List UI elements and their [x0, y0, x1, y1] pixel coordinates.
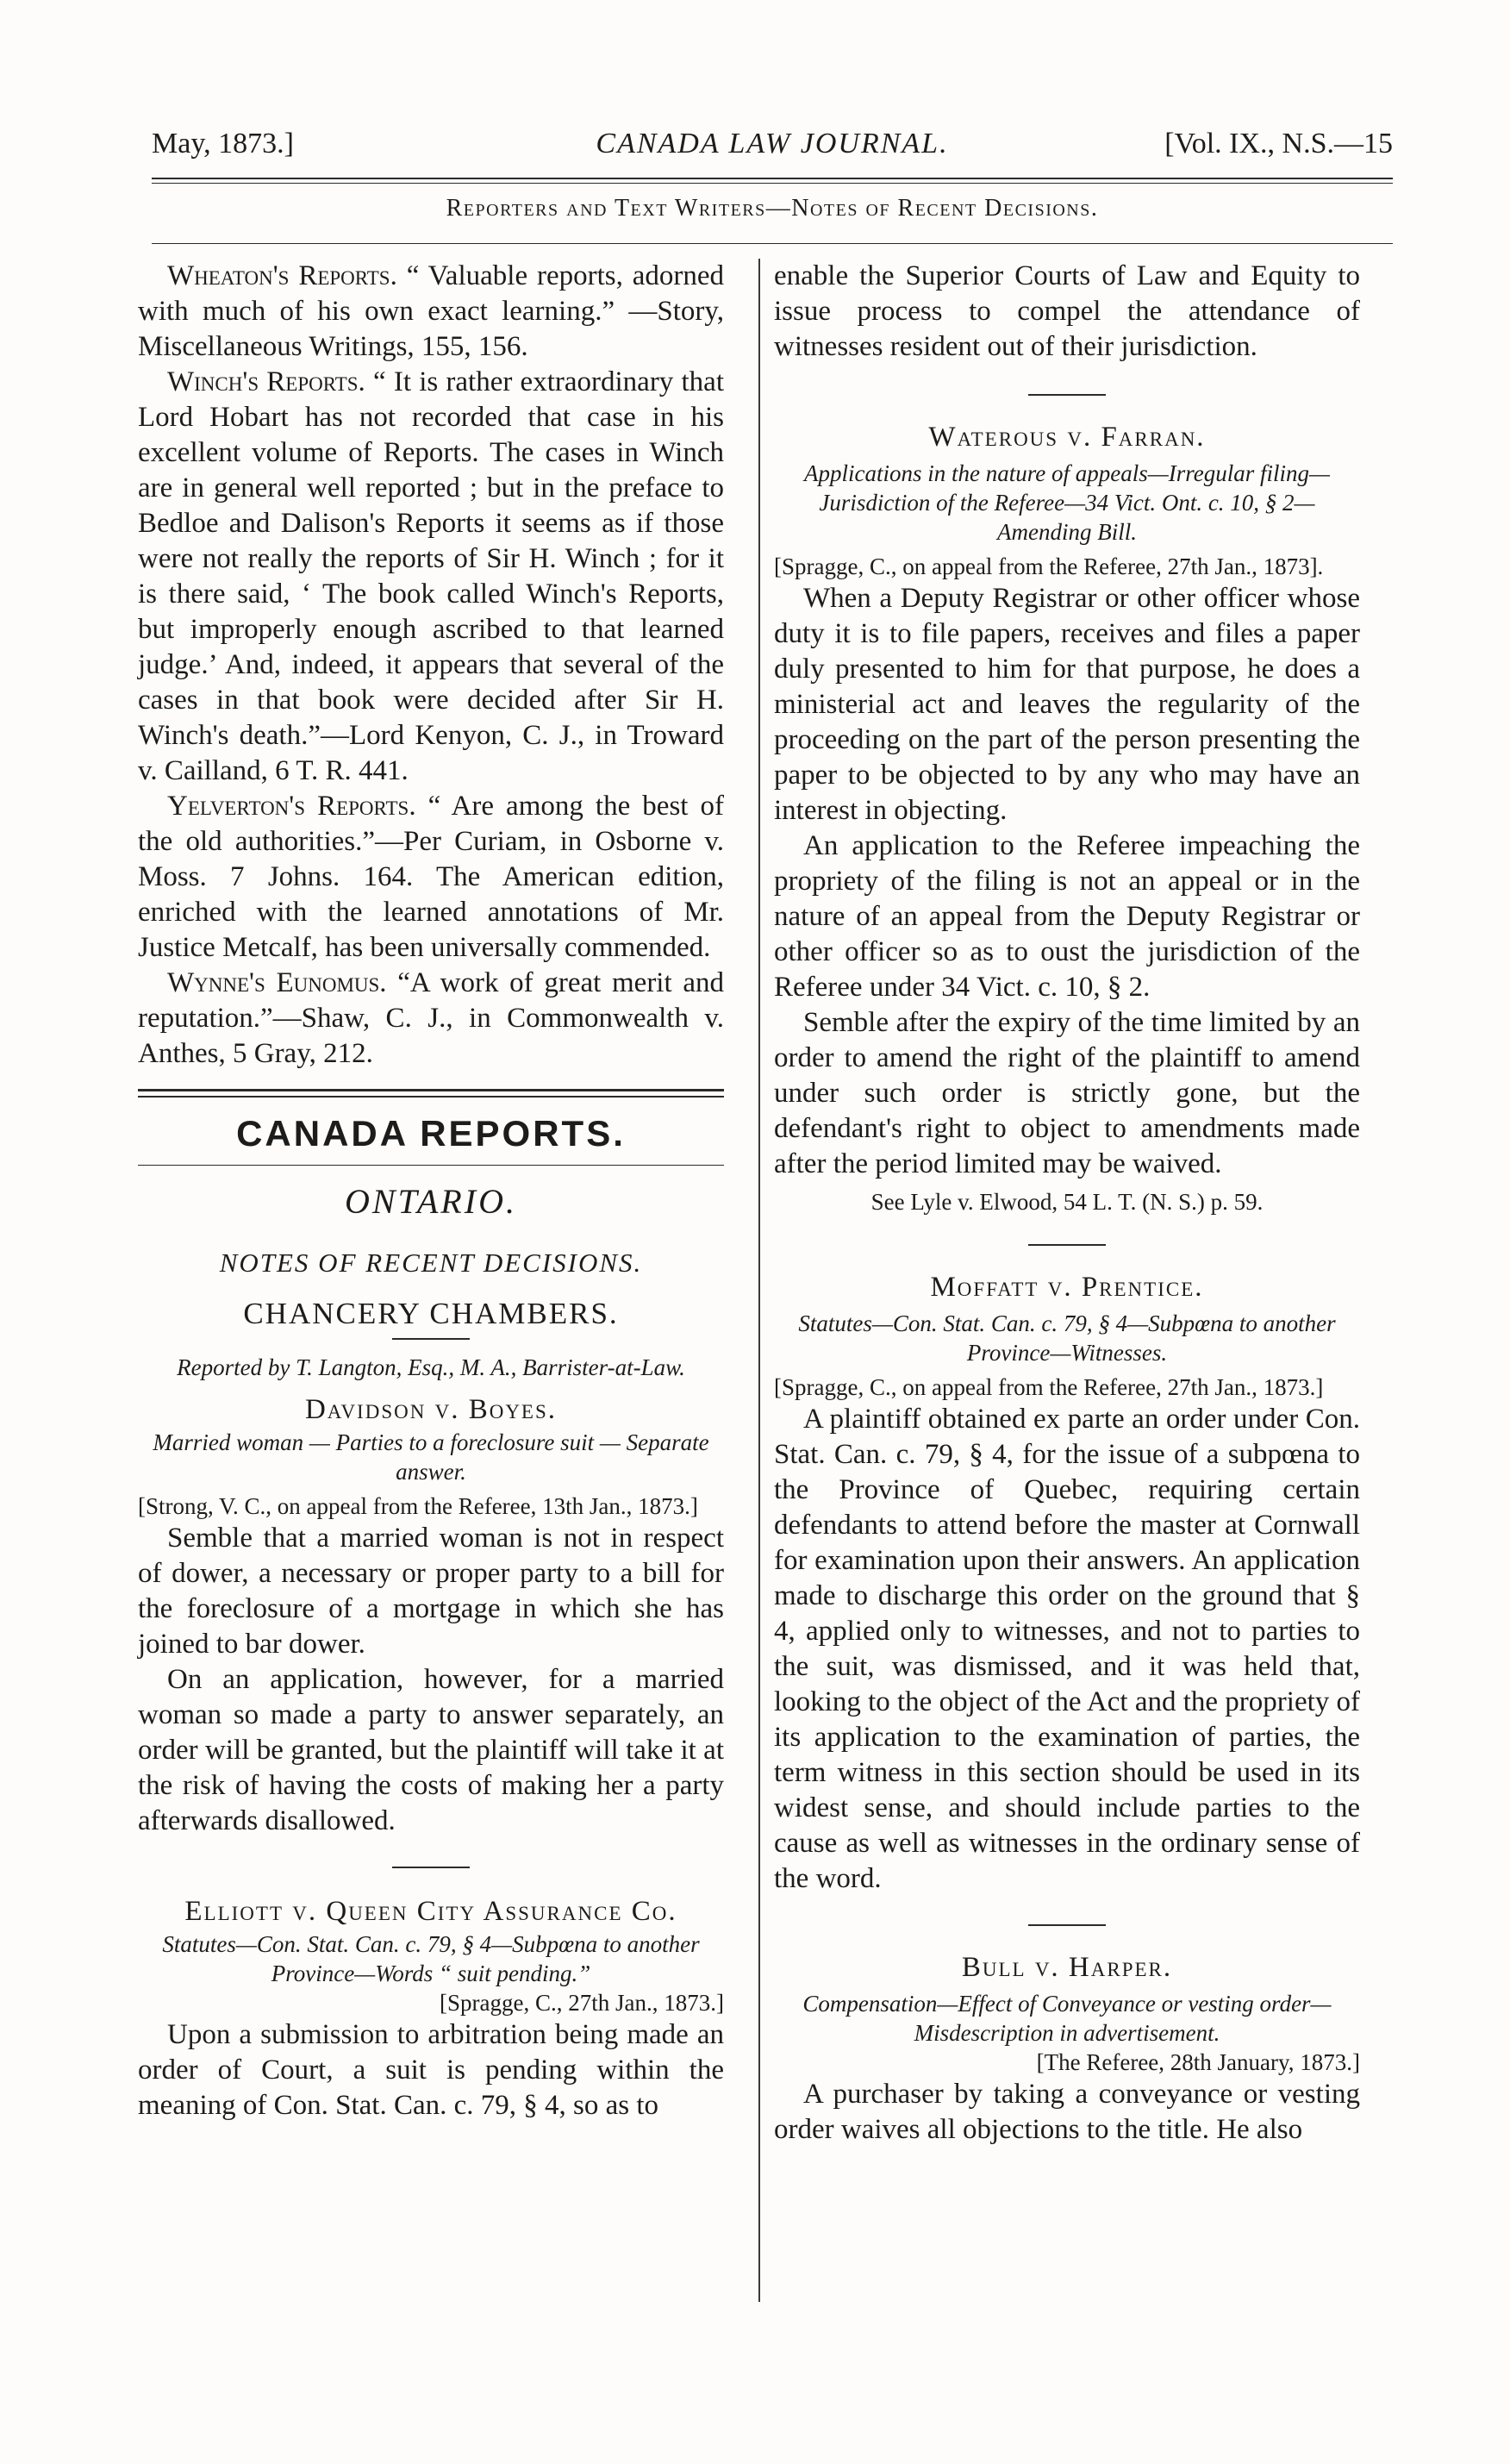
- winch-entry: [138, 365, 724, 789]
- waterous-para-2: An application to the Referee impeaching the propriety of the filing is not an appeal or in the nature of an appeal from the Deputy Registrar or other officer so as to oust the jurisdiction of the Referee under 34 Vict. c. 10, § 2.: [774, 830, 1360, 1003]
- case-title-bull: Bull v. Harper.: [961, 1952, 1173, 1983]
- headnote-elliott: Statutes—Con. Stat. Can. c. 79, § 4—Subpœna to another Province—Words “ suit pending.”: [162, 1931, 700, 1986]
- winch-name: Winch's Reports.: [167, 366, 365, 397]
- yelverton-entry: [138, 789, 724, 966]
- wheaton-name: Wheaton's Reports.: [167, 260, 397, 291]
- case-title-elliott: Elliott v. Queen City Assurance Co.: [184, 1896, 677, 1927]
- bull-para-1: A purchaser by taking a conveyance or vesting order waives all objections to the title. He also: [774, 2079, 1360, 2145]
- wynne-entry: [138, 966, 724, 1072]
- headnote-davidson: Married woman — Parties to a foreclosure suit — Separate answer.: [153, 1429, 709, 1485]
- canada-reports-heading: CANADA REPORTS.: [236, 1113, 626, 1154]
- short-rule: [1028, 1924, 1106, 1926]
- waterous-para-1: When a Deputy Registrar or other officer whose duty it is to file papers, receives and files a paper duly presented to him for that purpose, he does a ministerial act and leaves the regularity of the proceeding on the part of the person presenting the paper to be objected to by any who may have an interest in objecting.: [774, 583, 1360, 826]
- case-title-moffatt: Moffatt v. Prentice.: [930, 1272, 1204, 1303]
- left-column: [138, 259, 724, 2123]
- yelverton-text: “ Are among the best of the old authorities.”—Per Curiam, in Osborne v. Moss. 7 Johns. 164. The American edition, enriched with the learned annotations of Mr. Justice Metcalf, has been universally commended.: [138, 791, 724, 963]
- wynne-text: “A work of great merit and reputation.”—Shaw, C. J., in Commonwealth v. Anthes, 5 Gray, 212.: [138, 967, 724, 1069]
- header-rule: [152, 178, 1393, 179]
- canada-reports-rule: [138, 1165, 724, 1166]
- court-moffatt: [Spragge, C., on appeal from the Referee, 27th Jan., 1873.]: [774, 1374, 1324, 1400]
- davidson-para-2: On an application, however, for a married woman so made a party to answer separately, an order will be granted, but the plaintiff will take it at the risk of having the costs of making her a party afterwards disallowed.: [138, 1664, 724, 1836]
- short-rule: [1028, 394, 1106, 396]
- volume-page: [Vol. IX., N.S.—15: [1164, 128, 1393, 159]
- running-header: [152, 119, 1393, 162]
- ontario-heading: ONTARIO.: [345, 1182, 517, 1221]
- court-davidson: [Strong, V. C., on appeal from the Referee, 13th Jan., 1873.]: [138, 1493, 698, 1519]
- chambers-heading: CHANCERY CHAMBERS.: [243, 1297, 619, 1330]
- headnote-waterous: Applications in the nature of appeals—Irregular filing—Jurisdiction of the Referee—34 Vict. Ont. c. 10, § 2—Amending Bill.: [804, 460, 1330, 545]
- case-title-davidson: Davidson v. Boyes.: [304, 1394, 558, 1425]
- section-rule: [152, 243, 1393, 244]
- headnote-bull: Compensation—Effect of Conveyance or vesting order—Misdescription in advertisement.: [802, 1991, 1332, 2046]
- section-header: Reporters and Text Writers—Notes of Recent Decisions.: [446, 195, 1099, 222]
- section-double-rule: [138, 1089, 724, 1098]
- short-rule: [392, 1867, 470, 1868]
- court-waterous: [Spragge, C., on appeal from the Referee, 27th Jan., 1873].: [774, 553, 1324, 579]
- wheaton-entry: [138, 259, 724, 365]
- header-rule-thin: [152, 183, 1393, 184]
- wynne-name: Wynne's Eunomus.: [167, 967, 387, 998]
- right-column: [774, 259, 1360, 2148]
- see-reference: See Lyle v. Elwood, 54 L. T. (N. S.) p. 59.: [870, 1189, 1264, 1215]
- waterous-para-3: Semble after the expiry of the time limited by an order to amend the right of the plaintiff to amend under such order is strictly gone, but the defendant's right to object to amendments made after the period limited may be waived.: [774, 1007, 1360, 1179]
- short-rule: [1028, 1244, 1106, 1246]
- wheaton-text: “ Valuable reports, adorned with much of his own exact learning.” —Story, Miscellaneous Writings, 155, 156.: [138, 260, 724, 362]
- issue-date: May, 1873.]: [152, 128, 294, 159]
- davidson-para-1: Semble that a married woman is not in respect of dower, a necessary or proper party to a bill for the foreclosure of a mortgage in which she has joined to bar dower.: [138, 1523, 724, 1660]
- yelverton-name: Yelverton's Reports.: [167, 791, 416, 822]
- continuation-para: enable the Superior Courts of Law and Equity to issue process to compel the attendance of witnesses resident out of their jurisdiction.: [774, 260, 1360, 362]
- notes-heading: NOTES OF RECENT DECISIONS.: [219, 1248, 643, 1278]
- court-elliott: [Spragge, C., 27th Jan., 1873.]: [440, 1990, 724, 2016]
- court-bull: [The Referee, 28th January, 1873.]: [1036, 2049, 1360, 2075]
- short-rule: [392, 1338, 470, 1340]
- journal-title: CANADA LAW JOURNAL.: [596, 128, 949, 159]
- column-divider: [758, 259, 760, 2302]
- elliott-para-1: Upon a submission to arbitration being made an order of Court, a suit is pending within the meaning of Con. Stat. Can. c. 79, § 4, so as to: [138, 2019, 724, 2121]
- reported-by: Reported by T. Langton, Esq., M. A., Barrister-at-Law.: [177, 1354, 685, 1380]
- headnote-moffatt: Statutes—Con. Stat. Can. c. 79, § 4—Subpœna to another Province—Witnesses.: [798, 1310, 1336, 1366]
- case-title-waterous: Waterous v. Farran.: [928, 422, 1206, 453]
- moffatt-para-1: A plaintiff obtained ex parte an order under Con. Stat. Can. c. 79, § 4, for the issue of a subpœna to the Province of Quebec, requiring certain defendants to attend before the master at Cornwall for examination upon their answers. An application made to discharge this order on the ground that § 4, applied only to witnesses, and not to parties to the suit, was dismissed, and it was held that, looking to the object of the Act and the propriety of its application to the examination of parties, the term witness in this section should be used in its widest sense, and should include parties to the cause as well as witnesses in the ordinary sense of the word.: [774, 1404, 1360, 1894]
- winch-text: “ It is rather extraordinary that Lord Hobart has not recorded that case in his excellent volume of Reports. The cases in Winch are in general well reported ; but in the preface to Bedloe and Dalison's Reports it seems as if those were not really the reports of Sir H. Winch ; for it is there said, ‘ The book called Winch's Reports, but improperly enough ascribed to that learned judge.’ And, indeed, it appears that several of the cases in that book were decided after Sir H. Winch's death.”—Lord Kenyon, C. J., in Troward v. Cailland, 6 T. R. 441.: [138, 366, 724, 786]
